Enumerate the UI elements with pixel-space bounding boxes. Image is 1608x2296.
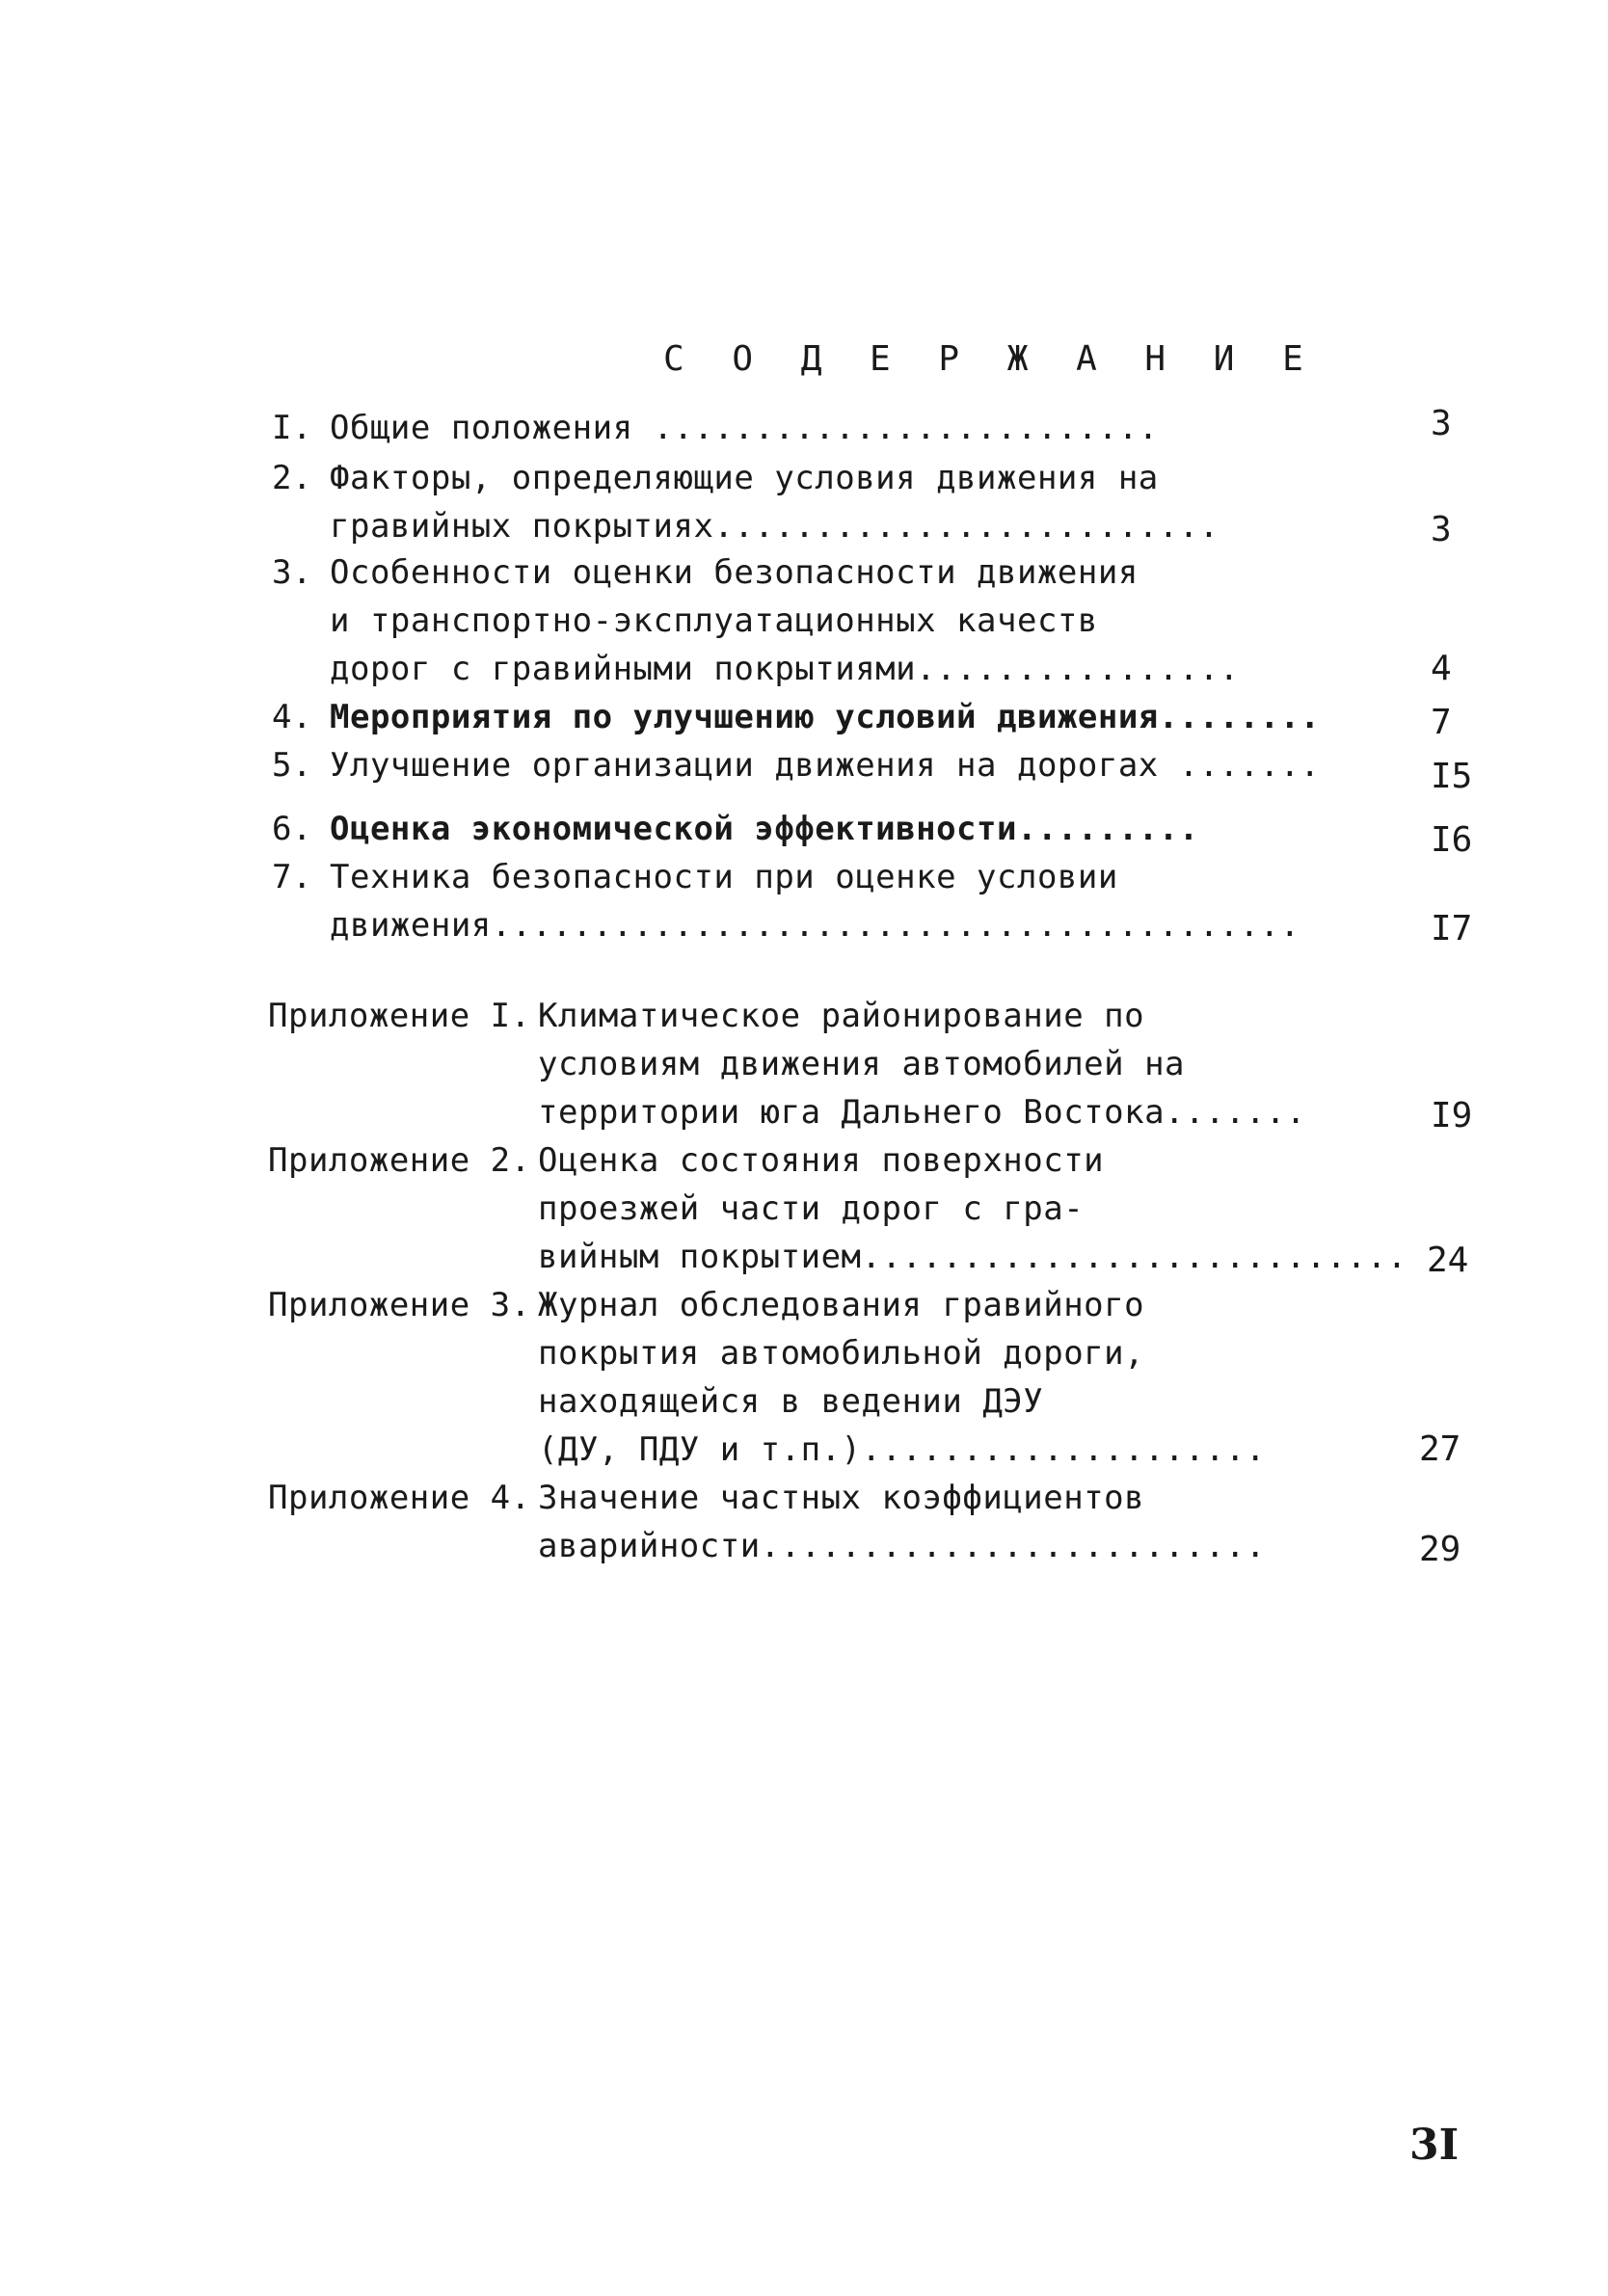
toc-entry-page: 3 [1431,404,1452,443]
appendix-label: Приложение 3. [268,1286,531,1324]
toc-entry-line: и транспортно-эксплуатационных качеств [330,601,1098,640]
toc-entry-page: 7 [1431,703,1452,742]
appendix-line: условиям движения автомобилей на [538,1045,1186,1083]
appendix-label: Приложение 4. [268,1479,531,1517]
appendix-line: (ДУ, ПДУ и т.п.).................... [538,1430,1266,1469]
toc-entry-page: I7 [1431,909,1473,948]
appendix-line: находящейся в ведении ДЭУ [538,1382,1044,1421]
toc-title: С О Д Е Р Ж А Н И Е [663,339,1317,379]
toc-entry-line: движения........................................ [330,906,1300,945]
toc-entry-number: 4. [272,698,312,736]
toc-entry-line: Улучшение организации движения на дорогах ....... [330,746,1321,785]
toc-entry-number: 7. [272,858,312,896]
appendix-line: проезжей части дорог с гра- [538,1189,1085,1228]
toc-entry-line: дорог с гравийными покрытиями................ [330,650,1240,688]
appendix-line: Журнал обследования гравийного [538,1286,1145,1324]
appendix-page: I9 [1431,1096,1473,1135]
toc-entry-line: Мероприятия по улучшению условий движения........ [330,698,1321,736]
toc-entry-line: Особенности оценки безопасности движения [330,553,1139,592]
toc-entry-number: 5. [272,746,312,785]
toc-entry-page: 3 [1431,510,1452,549]
appendix-label: Приложение I. [268,997,531,1035]
page-number: 3I [1409,2121,1460,2170]
appendix-page: 29 [1419,1530,1461,1569]
toc-entry-line: гравийных покрытиях......................... [330,507,1219,546]
toc-entry-number: 2. [272,459,312,497]
appendix-line: вийным покрытием........................... [538,1238,1407,1276]
appendix-line: территории юга Дальнего Востока....... [538,1093,1306,1132]
toc-entry-line: Факторы, определяющие условия движения на [330,459,1159,497]
appendix-page: 27 [1419,1429,1461,1469]
appendix-line: Оценка состояния поверхности [538,1141,1105,1180]
toc-entry-page: I5 [1431,757,1473,796]
appendix-line: Климатическое районирование по [538,997,1145,1035]
appendix-label: Приложение 2. [268,1141,531,1180]
toc-entry-number: I. [272,409,312,447]
toc-entry-line: Общие положения ......................... [330,409,1159,447]
appendix-line: Значение частных коэффициентов [538,1479,1145,1517]
appendix-line: аварийности......................... [538,1527,1266,1565]
toc-entry-number: 6. [272,810,312,848]
toc-entry-line: Техника безопасности при оценке условии [330,858,1118,896]
appendix-line: покрытия автомобильной дороги, [538,1334,1145,1373]
toc-entry-line: Оценка экономической эффективности......... [330,810,1199,848]
appendix-page: 24 [1427,1241,1469,1280]
toc-entry-page: I6 [1431,820,1473,860]
toc-entry-number: 3. [272,553,312,592]
toc-entry-page: 4 [1431,649,1452,688]
